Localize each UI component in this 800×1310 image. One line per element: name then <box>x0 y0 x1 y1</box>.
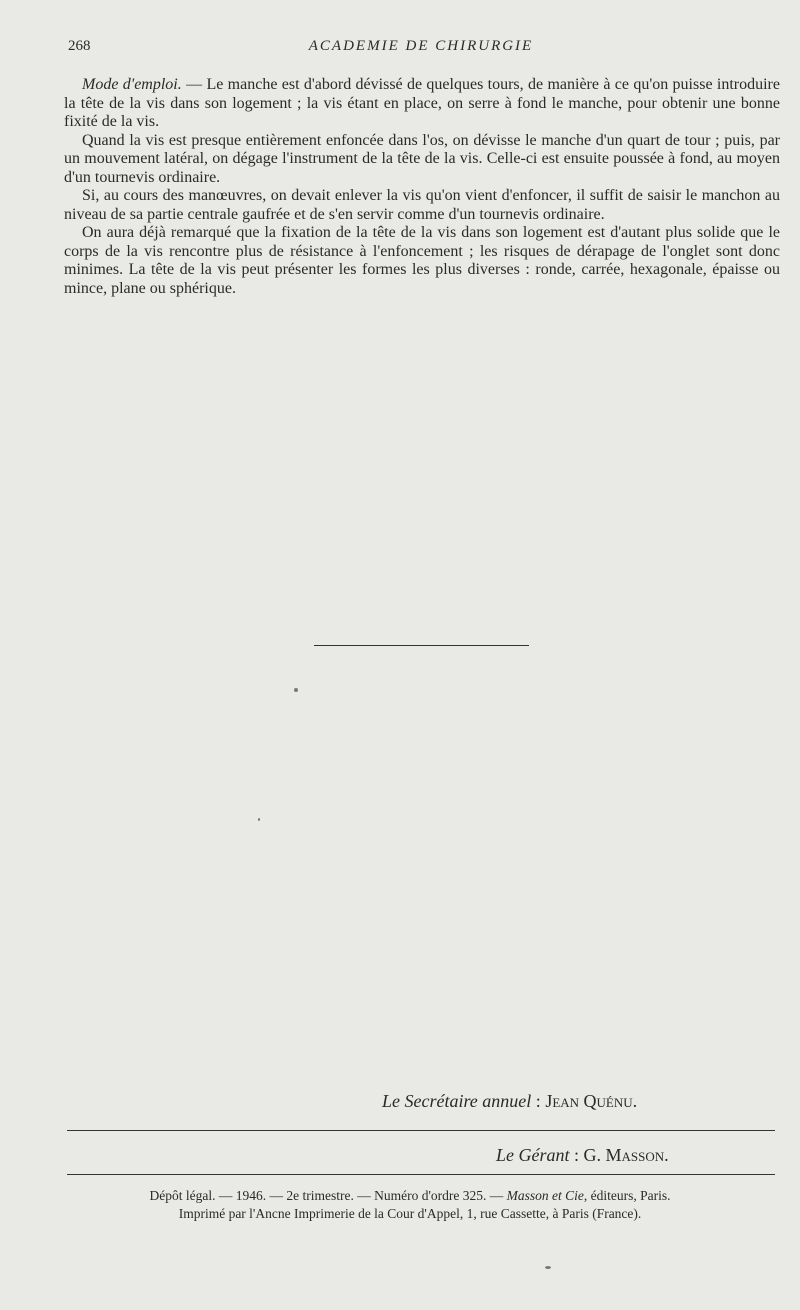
imprint-line-1 <box>60 1187 760 1205</box>
imprint-footer <box>60 1187 760 1223</box>
paragraph-text: — Le manche est d'abord dévissé de quelques tours, de manière à ce qu'on puisse introduire la tête de la vis dans son logement ; la vis étant en place, on serre à fond le manche, pour obtenir une bonne fixité de la vis. <box>64 76 780 130</box>
paragraph-4: On aura déjà remarqué que la fixation de la tête de la vis dans son logement est d'autant plus solide que le corps de la vis rencontre plus de résistance à l'enfoncement ; les risques de dérapage de l'onglet sont donc minimes. La tête de la vis peut présenter les formes les plus diverses : ronde, carrée, hexagonale, épaisse ou mince, plane ou sphérique. <box>64 224 780 297</box>
gerant-name: G. Masson. <box>583 1145 669 1165</box>
secretary-role: Le Secrétaire annuel <box>382 1091 532 1111</box>
page-number: 268 <box>68 38 91 54</box>
body-text <box>64 76 780 298</box>
secretary-signature <box>382 1091 637 1112</box>
page-header <box>62 38 780 60</box>
gerant-signature <box>496 1145 669 1166</box>
imprint-legal: Dépôt légal. — 1946. — 2e trimestre. — Numéro d'ordre 325. — <box>149 1188 507 1203</box>
gerant-role: Le Gérant <box>496 1145 570 1165</box>
footer-rule-bottom <box>67 1174 775 1175</box>
paper-speck <box>545 1266 551 1269</box>
running-head: ACADEMIE DE CHIRURGIE <box>308 38 534 54</box>
paragraph-lead: Mode d'emploi. <box>82 76 182 93</box>
imprint-line-2: Imprimé par l'Ancne Imprimerie de la Cour d'Appel, 1, rue Cassette, à Paris (France). <box>178 1206 642 1221</box>
footer-rule-top <box>67 1130 775 1131</box>
paper-speck <box>258 818 260 821</box>
paper-speck <box>294 688 298 692</box>
section-divider <box>314 645 529 646</box>
paragraph-mode-emploi <box>64 76 780 132</box>
imprint-publisher: Masson et Cie <box>506 1188 584 1203</box>
paragraph-3: Si, au cours des manœuvres, on devait enlever la vis qu'on vient d'enfoncer, il suffit de saisir le manchon au niveau de sa partie centrale gaufrée et de s'en servir comme d'un tournevis ordinaire. <box>64 187 780 223</box>
secretary-name: Jean Quénu. <box>545 1091 638 1111</box>
paragraph-2: Quand la vis est presque entièrement enfoncée dans l'os, on dévisse le manche d'un quart de tour ; puis, par un mouvement latéral, on dégage l'instrument de la tête de la vis. Celle-ci est ensuite poussée à fond, au moyen d'un tournevis ordinaire. <box>64 131 780 186</box>
secretary-separator: : <box>531 1091 546 1111</box>
gerant-separator: : <box>569 1145 584 1165</box>
imprint-publisher-place: , éditeurs, Paris. <box>583 1188 671 1203</box>
